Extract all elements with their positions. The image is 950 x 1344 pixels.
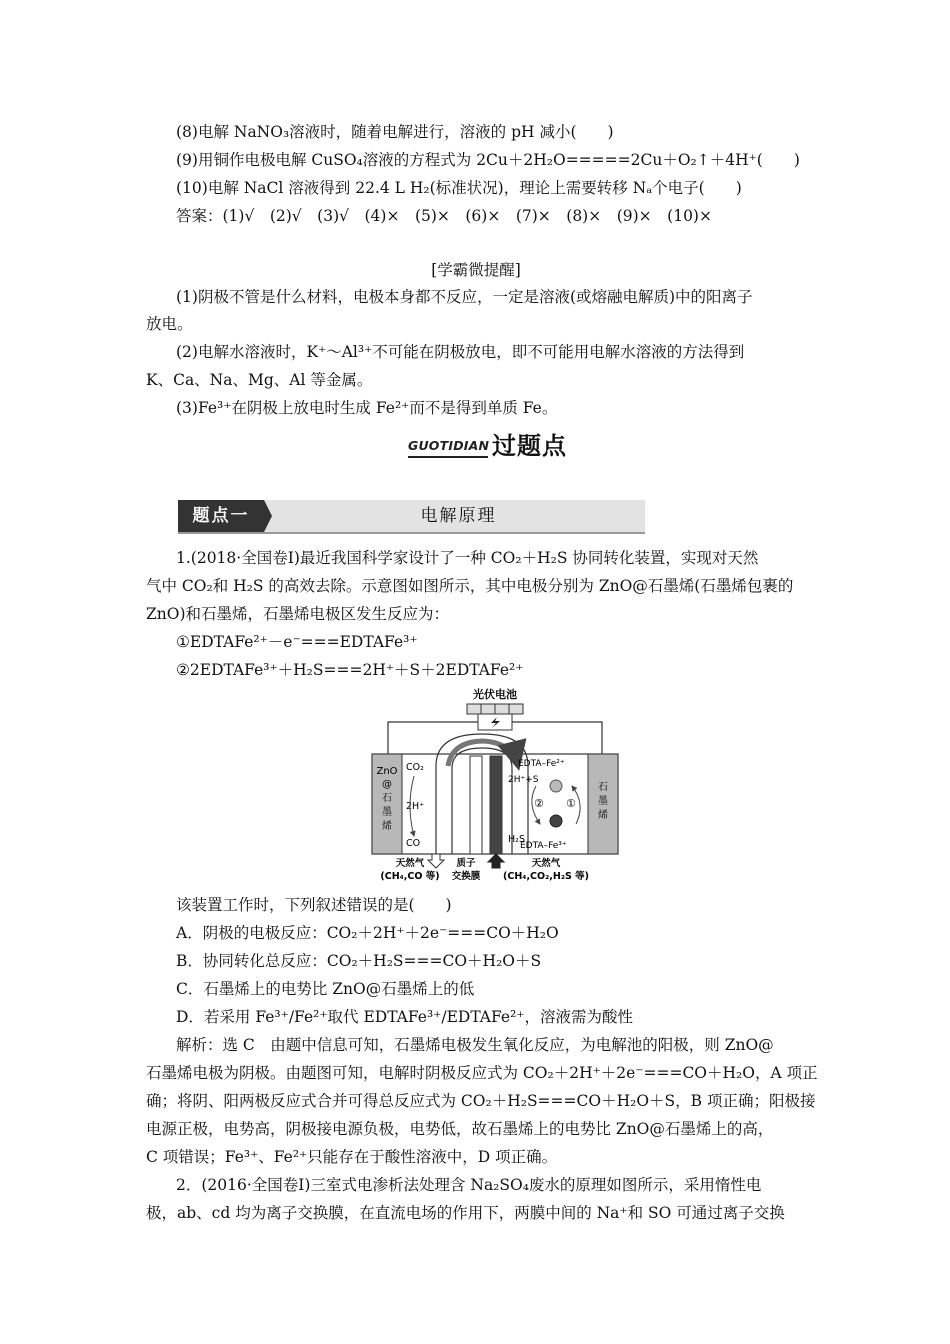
gas-right-label-2: (CH₄,CO₂,H₂S 等) (503, 871, 589, 882)
co2-label: CO₂ (406, 762, 424, 773)
left-electrode-label-5: 烯 (382, 821, 392, 832)
right-channel (490, 756, 502, 854)
fe3-ion-icon (550, 815, 562, 827)
membrane-label-2: 交换膜 (451, 871, 481, 882)
fe2-ion-icon (550, 780, 562, 792)
p1-stem-3: ZnO)和石墨烯，石墨烯电极区发生反应为： (146, 605, 450, 623)
p1-analysis-1: 解析：选 C 由题中信息可知，石墨烯电极发生氧化反应，为电解池的阳极，则 ZnO@ (176, 1036, 774, 1054)
section-header (178, 500, 645, 534)
left-electrode-label-3: 石 (382, 793, 392, 804)
gas-left-label-1: 天然气 (395, 858, 425, 869)
gas-right-label-1: 天然气 (531, 858, 561, 869)
h-left-label: 2H⁺ (406, 801, 425, 812)
p1-analysis-4: 电源正极，电势高，阴极接电源负极，电势低，故石墨烯上的电势比 ZnO@石墨烯上的高， (146, 1120, 774, 1138)
tip-1: (1)阴极不管是什么材料，电极本身都不反应，一定是溶液(或熔融电解质)中的阳离子 (176, 288, 753, 306)
p1-analysis-5: C 项错误；Fe³⁺、Fe²⁺只能存在于酸性溶液中，D 项正确。 (146, 1148, 558, 1166)
wire-right (512, 722, 602, 754)
left-electrode-label-4: 墨 (382, 807, 392, 818)
answers-line: 答案：(1)√ (2)√ (3)√ (4)× (5)× (6)× (7)× (8)× (9)× (10)× (176, 207, 712, 225)
section-title: 电解原理 (420, 506, 497, 526)
question-10: (10)电解 NaCl 溶液得到 22.4 L H₂(标准状况)，理论上需要转移 Nₐ个电子( ) (176, 179, 742, 197)
gas-in-arrow-icon (488, 854, 504, 868)
circle-1-label: ① (566, 797, 576, 810)
h-right-label: 2H⁺+S (508, 775, 539, 785)
gas-out-arrow-icon (428, 854, 444, 868)
circle-2-label: ② (534, 797, 544, 810)
right-electrode-label-3: 烯 (598, 810, 608, 821)
left-electrode-label-1: ZnO (376, 766, 398, 777)
h2s-label: H₂S (508, 834, 525, 845)
p1-option-d: D．若采用 Fe³⁺/Fe²⁺取代 EDTAFe³⁺/EDTAFe²⁺，溶液需为酸性 (176, 1008, 633, 1026)
banner-rule (408, 456, 488, 458)
edta-fe2-label: EDTA–Fe²⁺ (518, 759, 565, 769)
p1-option-a: A．阴极的电极反应：CO₂＋2H⁺＋2e⁻===CO＋H₂O (176, 924, 559, 942)
wire-left (388, 722, 478, 754)
gas-left-label-2: (CH₄,CO 等) (380, 871, 440, 882)
tip-2: (2)电解水溶液时，K⁺～Al³⁺不可能在阴极放电，即不可能用电解水溶液的方法得到 (176, 343, 745, 361)
section-tag-arrow (264, 500, 272, 532)
edta-fe3-label: EDTA–Fe³⁺ (520, 841, 567, 851)
question-8: (8)电解 NaNO₃溶液时，随着电解进行，溶液的 pH 减小( ) (176, 123, 614, 141)
p2-line-1: 2．(2016·全国卷Ⅰ)三室式电渗析法处理含 Na₂SO₄废水的原理如图所示，采用惰性电 (176, 1176, 762, 1194)
tip-3: (3)Fe³⁺在阴极上放电时生成 Fe²⁺而不是得到单质 Fe。 (176, 399, 558, 417)
tips-title: [学霸微提醒] (431, 261, 521, 279)
solar-panel-icon (467, 704, 523, 730)
p1-analysis-3: 确；将阴、阳两极反应式合并可得总反应式为 CO₂＋H₂S===CO＋H₂O＋S，B 项正确；阳极接 (146, 1092, 816, 1110)
p1-option-c: C．石墨烯上的电势比 ZnO@石墨烯上的低 (176, 980, 475, 998)
proton-membrane (470, 756, 482, 854)
left-electrode-label-2: @ (382, 779, 392, 790)
p1-reaction-1: ①EDTAFe²⁺－e⁻===EDTAFe³⁺ (176, 633, 418, 651)
tip-1-cont: 放电。 (146, 315, 193, 333)
p1-question: 该装置工作时，下列叙述错误的是( ) (176, 896, 452, 914)
p1-analysis-2: 石墨烯电极为阴极。由题图可知，电解时阴极反应式为 CO₂＋2H⁺＋2e⁻===CO＋H₂O，A 项正 (146, 1064, 818, 1082)
electrolysis-diagram (370, 686, 620, 886)
co-label: CO (406, 838, 421, 849)
p1-stem-2: 气中 CO₂和 H₂S 的高效去除。示意图如图所示，其中电极分别为 ZnO@石墨烯(石墨烯包裹的 (146, 577, 794, 595)
banner-chinese: 过题点 (492, 432, 567, 460)
diagram-svg (370, 686, 620, 886)
solar-label: 光伏电池 (473, 688, 517, 701)
p2-line-2: 极，ab、cd 均为离子交换膜，在直流电场的作用下，两膜中间的 Na⁺和 SO 可通过离子交换 (146, 1204, 785, 1222)
right-electrode-label-2: 墨 (598, 796, 608, 807)
banner-latin: GUOTIDIAN (408, 438, 490, 453)
p1-stem-1: 1.(2018·全国卷Ⅰ)最近我国科学家设计了一种 CO₂＋H₂S 协同转化装置，实现对天然 (176, 549, 759, 567)
tip-2-cont: K、Ca、Na、Mg、Al 等金属。 (146, 371, 373, 389)
right-electrode-label-1: 石 (598, 782, 608, 793)
membrane-label-1: 质子 (456, 858, 476, 869)
p1-reaction-2: ②2EDTAFe³⁺＋H₂S===2H⁺＋S＋2EDTAFe²⁺ (176, 661, 524, 679)
question-9: (9)用铜作电极电解 CuSO₄溶液的方程式为 2Cu＋2H₂O=====2Cu＋O₂↑＋4H⁺( ) (176, 151, 800, 169)
guotidian-banner (408, 426, 583, 460)
p1-option-b: B．协同转化总反应：CO₂＋H₂S===CO＋H₂O＋S (176, 952, 542, 970)
section-tag: 题点一 (178, 500, 264, 532)
